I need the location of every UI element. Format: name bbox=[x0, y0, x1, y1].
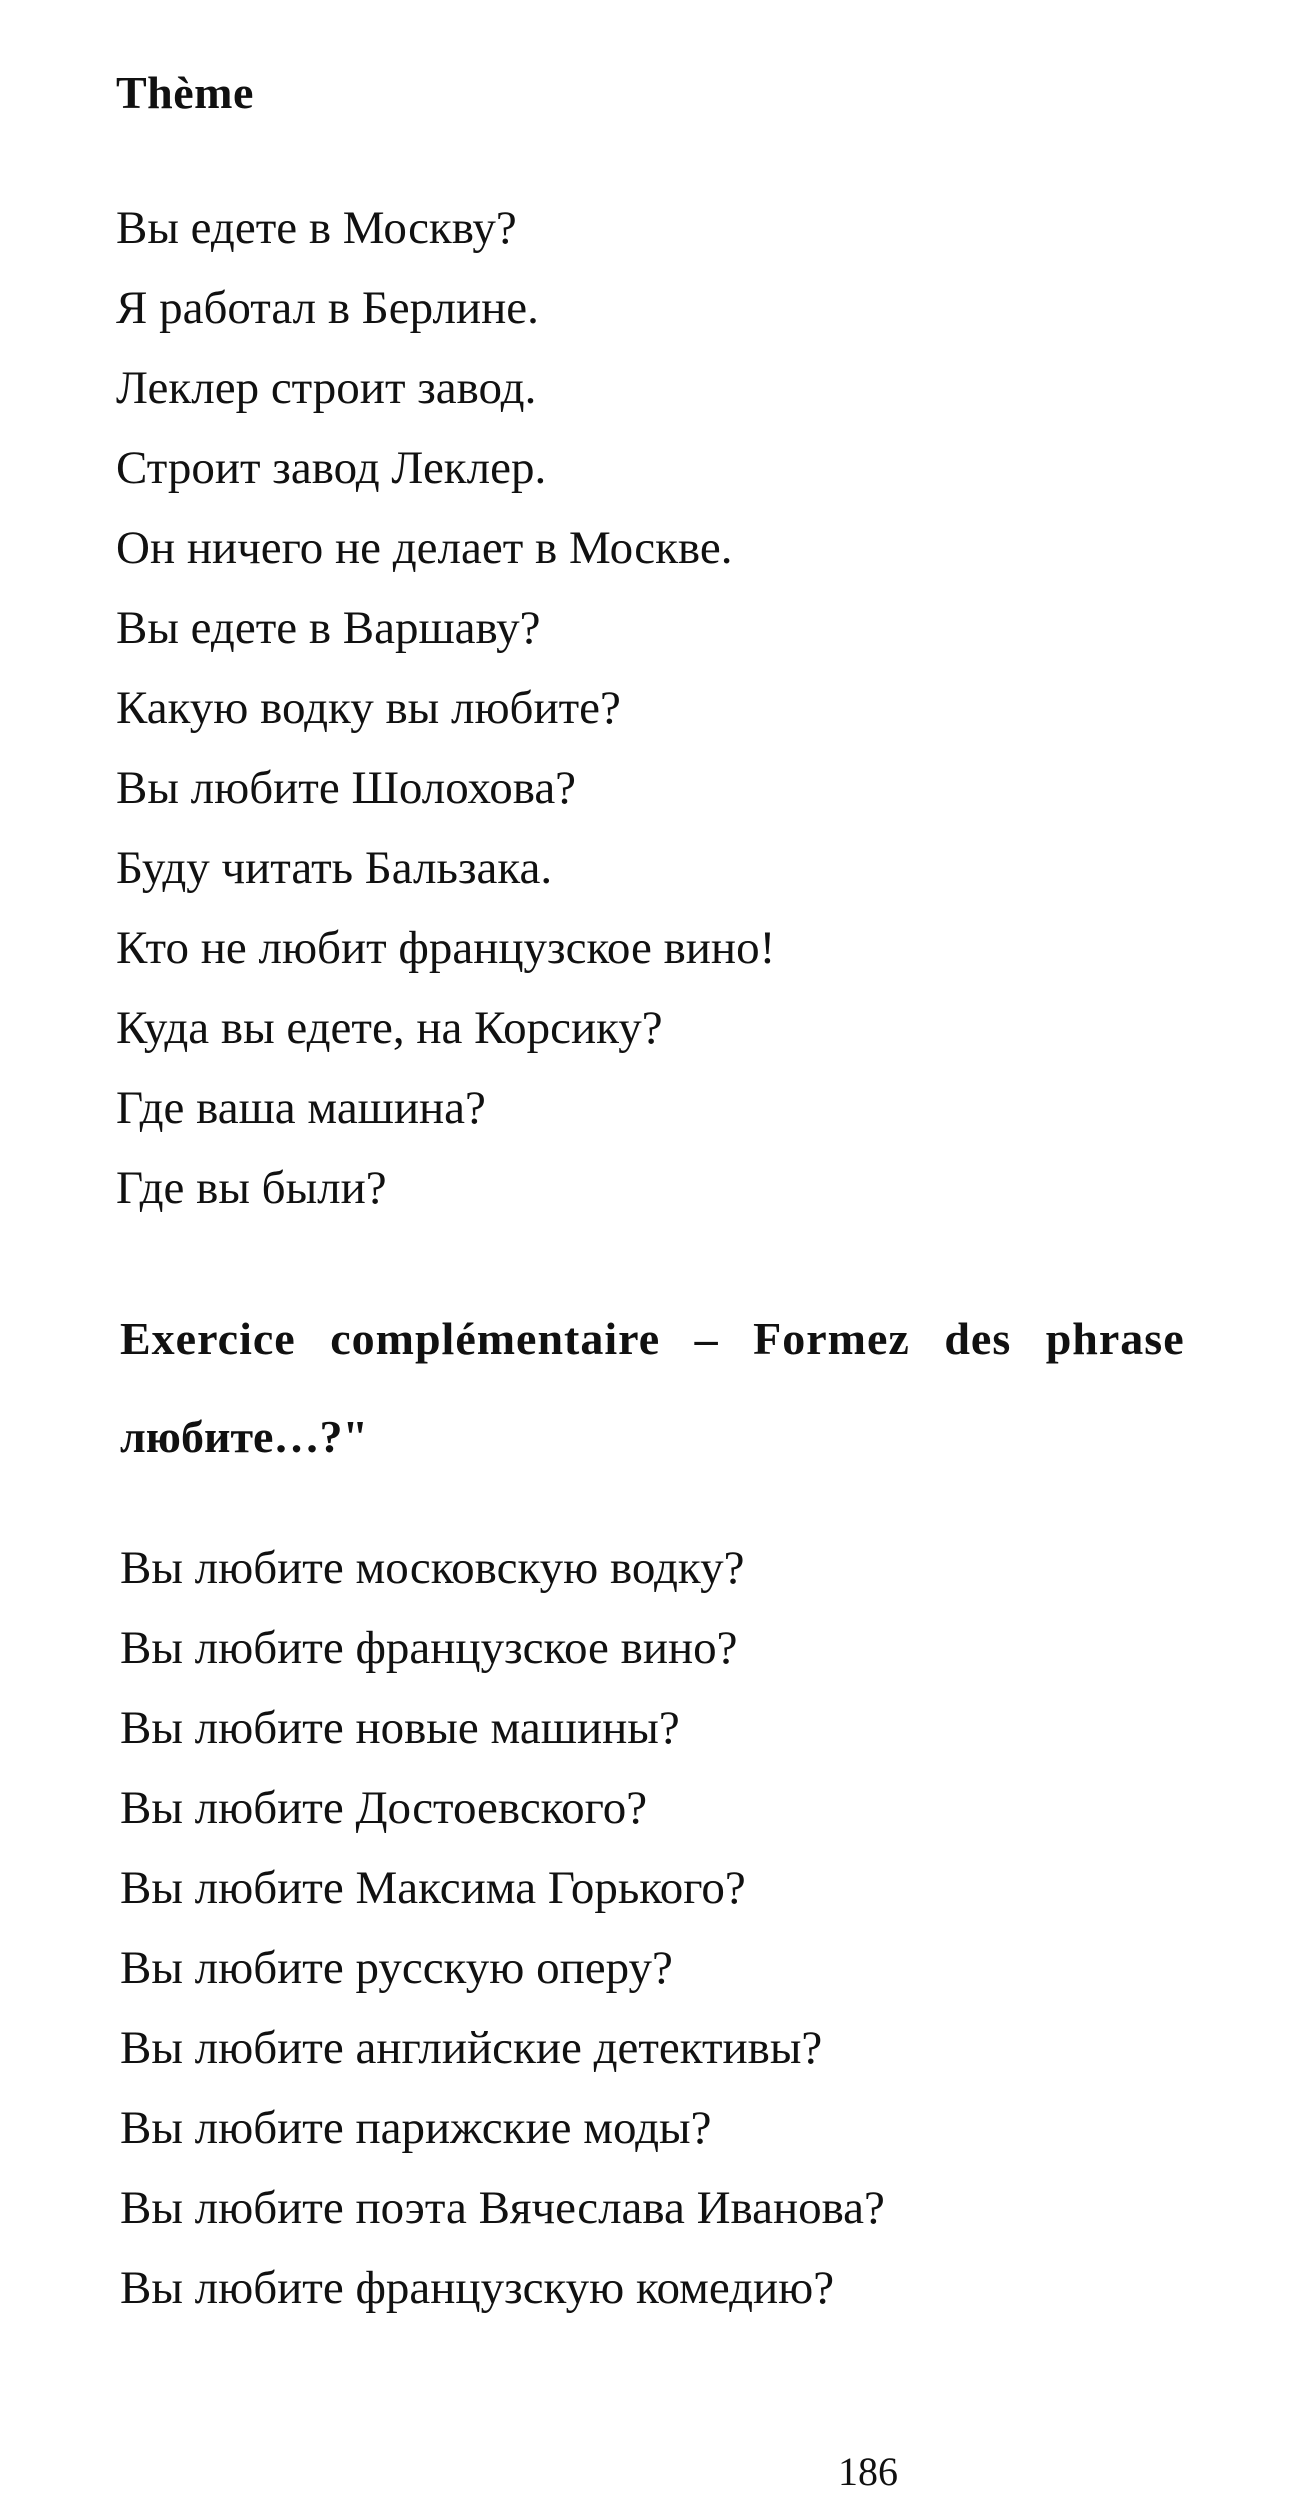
theme-sentence: Куда вы едете, на Корсику? bbox=[116, 1002, 663, 1054]
theme-sentence: Вы едете в Москву? bbox=[116, 202, 517, 254]
theme-sentence: Леклер строит завод. bbox=[116, 362, 537, 414]
exercise-sentence: Вы любите парижские моды? bbox=[120, 2102, 712, 2154]
theme-sentence: Кто не любит французское вино! bbox=[116, 922, 776, 974]
page-number: 186 bbox=[838, 2449, 898, 2494]
theme-sentence-list bbox=[116, 188, 775, 1228]
exercise-sentence: Вы любите русскую оперу? bbox=[120, 1942, 673, 1994]
exercise-title-continuation: любите…?" bbox=[120, 1411, 369, 1462]
theme-sentence: Где вы были? bbox=[116, 1162, 387, 1214]
exercise-sentence: Вы любите Максима Горького? bbox=[120, 1862, 746, 1914]
exercise-sentence: Вы любите московскую водку? bbox=[120, 1542, 745, 1594]
section-heading-theme: Thème bbox=[116, 67, 254, 118]
theme-sentence: Он ничего не делает в Москве. bbox=[116, 522, 733, 574]
theme-sentence: Буду читать Бальзака. bbox=[116, 842, 553, 894]
theme-sentence: Вы любите Шолохова? bbox=[116, 762, 577, 814]
theme-sentence: Вы едете в Варшаву? bbox=[116, 602, 541, 654]
exercise-sentence: Вы любите французское вино? bbox=[120, 1622, 738, 1674]
theme-sentence: Где ваша машина? bbox=[116, 1082, 486, 1134]
exercise-sentence-list bbox=[120, 1528, 885, 2328]
exercise-sentence: Вы любите новые машины? bbox=[120, 1702, 680, 1754]
theme-sentence: Строит завод Леклер. bbox=[116, 442, 547, 494]
theme-sentence: Я работал в Берлине. bbox=[116, 282, 539, 334]
theme-sentence: Какую водку вы любите? bbox=[116, 682, 621, 734]
exercise-sentence: Вы любите поэта Вячеслава Иванова? bbox=[120, 2182, 885, 2234]
exercise-title: Exercice complémentaire – Formez des phrase bbox=[120, 1313, 1185, 1364]
exercise-sentence: Вы любите французскую комедию? bbox=[120, 2262, 835, 2314]
exercise-sentence: Вы любите Достоевского? bbox=[120, 1782, 648, 1834]
exercise-sentence: Вы любите английские детективы? bbox=[120, 2022, 823, 2074]
